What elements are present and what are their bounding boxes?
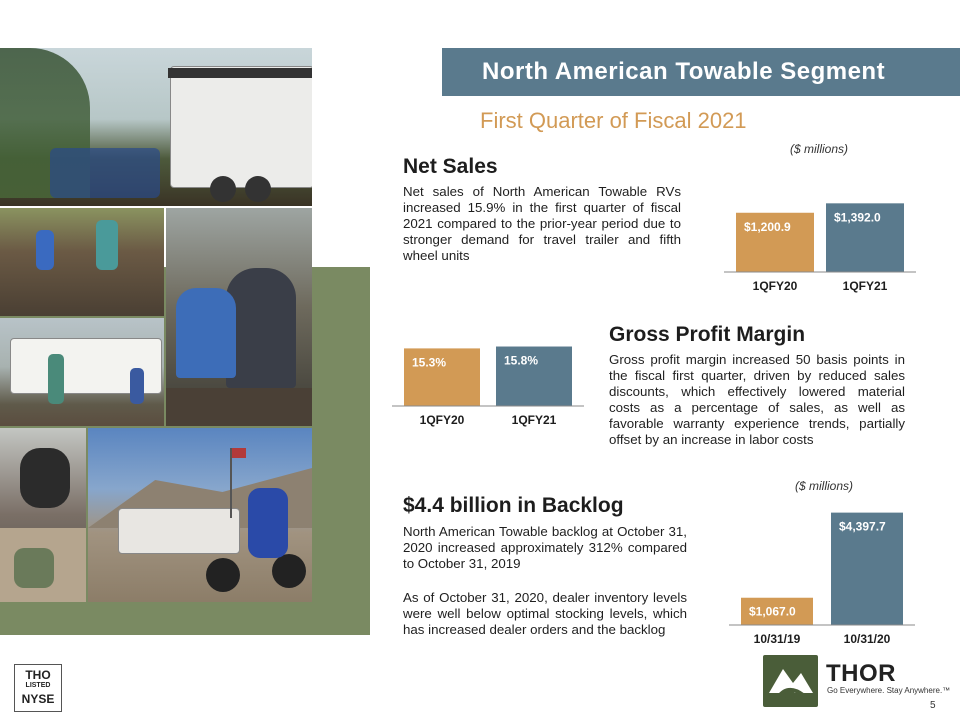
net-sales-chart xyxy=(720,195,920,300)
kids-by-trailer-photo xyxy=(0,318,164,426)
dirt-bike-trailer-photo xyxy=(88,428,312,602)
data-label: $1,200.9 xyxy=(744,219,791,234)
gross-margin-body: Gross profit margin increased 50 basis points in the fiscal first quarter, driven by reduced sales discounts, which effectively lowered material costs as a percentage of sales, as well as favorable warranty experience trends, partially offset by an increase in labor costs xyxy=(609,352,905,447)
chart-svg xyxy=(388,338,588,438)
page-title: North American Towable Segment xyxy=(482,58,886,85)
data-label: $1,392.0 xyxy=(834,210,881,225)
category-label: 1QFY21 xyxy=(842,279,888,293)
gross-margin-chart xyxy=(388,338,588,438)
backlog-unit-label: ($ millions) xyxy=(795,479,854,493)
category-label: 1QFY20 xyxy=(419,413,465,427)
net-sales-unit-label: ($ millions) xyxy=(790,142,849,156)
data-label: $4,397.7 xyxy=(839,519,886,534)
thor-tagline-text: Go Everywhere. Stay Anywhere. xyxy=(827,686,943,695)
backlog-heading: $4.4 billion in Backlog xyxy=(403,494,624,517)
data-label: $1,067.0 xyxy=(749,604,796,619)
chart-svg xyxy=(720,195,920,300)
thor-wordmark: THOR xyxy=(826,660,896,687)
data-label: 15.8% xyxy=(504,353,539,368)
kids-playing-in-mud-photo xyxy=(0,208,164,316)
net-sales-heading: Net Sales xyxy=(403,155,498,178)
people-outdoors-photo xyxy=(0,428,86,602)
nyse-ticker: THO xyxy=(25,668,51,682)
category-label: 10/31/19 xyxy=(753,632,801,646)
page-subtitle: First Quarter of Fiscal 2021 xyxy=(480,108,747,133)
category-label: 10/31/20 xyxy=(843,632,891,646)
category-label: 1QFY20 xyxy=(752,279,798,293)
thor-tagline xyxy=(827,686,950,695)
thor-logo-icon xyxy=(763,655,818,707)
nyse-logo xyxy=(14,664,62,712)
data-label: 15.3% xyxy=(412,355,447,370)
family-camping-by-trailer-photo xyxy=(0,48,312,206)
backlog-body-1: North American Towable backlog at October 31, 2020 increased approximately 312% compared to October 31, 2019 xyxy=(403,524,687,571)
category-label: 1QFY21 xyxy=(511,413,557,427)
page-number: 5 xyxy=(930,700,936,711)
gross-margin-heading: Gross Profit Margin xyxy=(609,323,806,346)
trademark-symbol: ™ xyxy=(942,686,951,695)
nyse-exchange: NYSE xyxy=(21,692,55,706)
net-sales-body: Net sales of North American Towable RVs increased 15.9% in the first quarter of fiscal 2021 compared to the prior-year period due to stronger demand for travel trailer and fifth wheel units xyxy=(403,184,681,263)
nyse-listed: LISTED xyxy=(25,682,51,689)
backlog-chart xyxy=(725,500,925,650)
backlog-body-2: As of October 31, 2020, dealer inventory levels were well below optimal stocking levels, which has increased dealer orders and the backlog xyxy=(403,590,687,637)
chart-svg xyxy=(725,500,925,650)
father-son-campfire-photo xyxy=(166,208,312,426)
